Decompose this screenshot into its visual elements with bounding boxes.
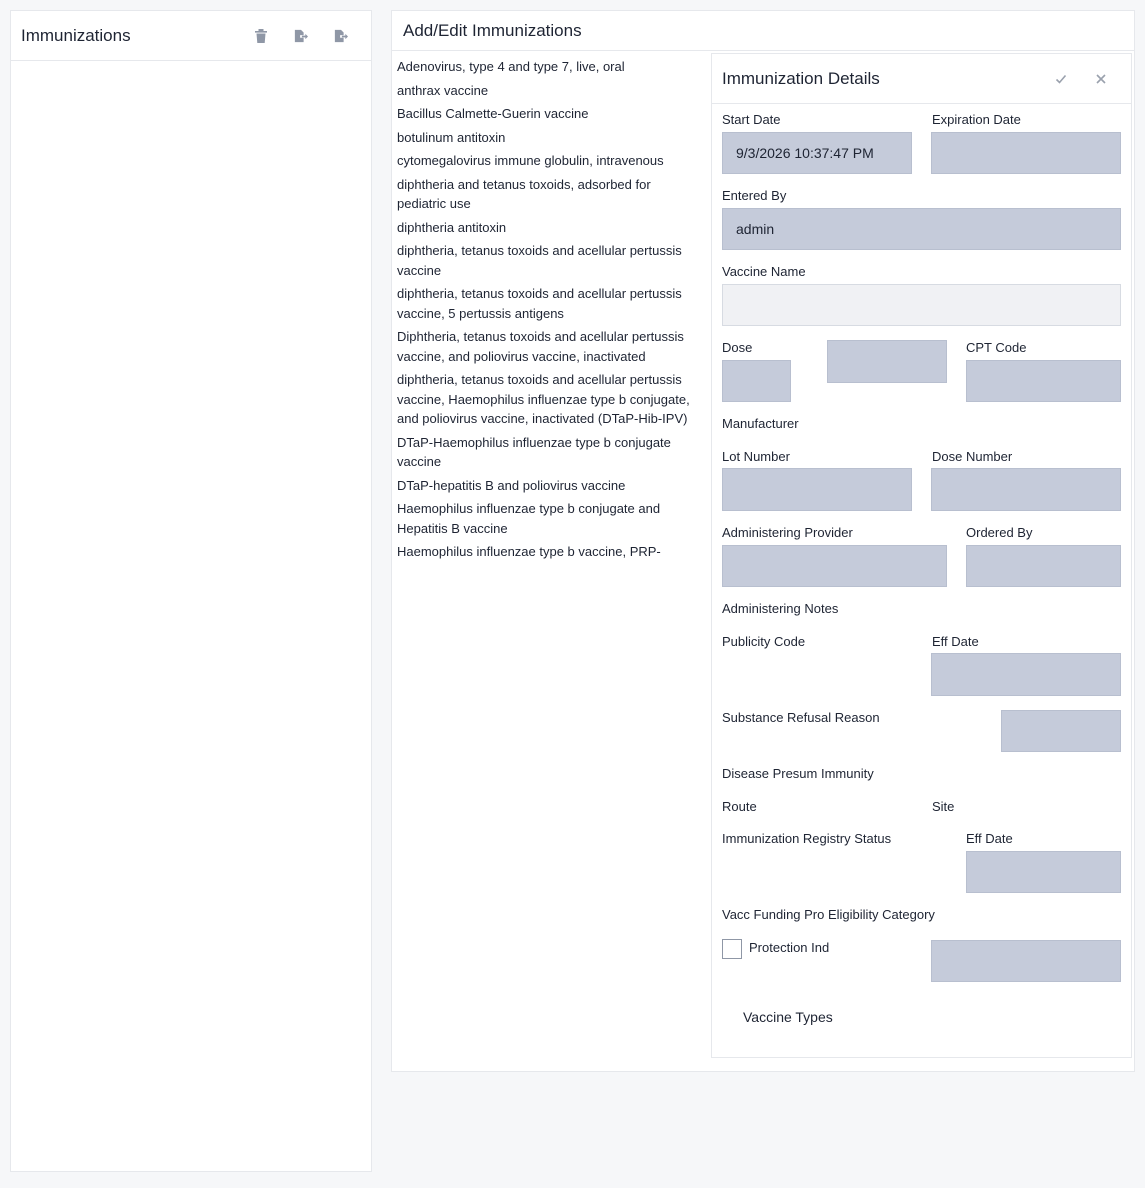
list-item[interactable]: diphtheria antitoxin [397, 219, 507, 235]
start-date-field[interactable]: 9/3/2026 10:37:47 PM [722, 132, 912, 174]
registry-status-label: Immunization Registry Status [722, 831, 892, 846]
page-title: Add/Edit Immunizations [403, 20, 582, 40]
check-icon[interactable] [1041, 64, 1081, 94]
protection-ind-date-field[interactable] [931, 940, 1121, 982]
manufacturer-label: Manufacturer [722, 416, 799, 431]
funding-category-label: Vacc Funding Pro Eligibility Category [722, 907, 935, 922]
export-alt-icon[interactable] [321, 21, 361, 51]
expiration-date-label: Expiration Date [932, 112, 1021, 127]
close-icon[interactable] [1081, 64, 1121, 94]
ordered-by-label: Ordered By [966, 525, 1033, 540]
trash-icon[interactable] [241, 21, 281, 51]
registry-eff-date-field[interactable] [966, 851, 1121, 893]
vaccine-list [397, 56, 697, 565]
add-edit-header [392, 11, 1134, 51]
disease-presum-immunity-label: Disease Presum Immunity [722, 766, 874, 781]
vaccine-name-label: Vaccine Name [722, 264, 806, 279]
list-item[interactable]: Adenovirus, type 4 and type 7, live, oral [397, 59, 625, 74]
vaccine-types-heading: Vaccine Types [743, 1009, 833, 1025]
list-item[interactable]: Bacillus Calmette-Guerin vaccine [397, 106, 589, 121]
list-item[interactable]: botulinum antitoxin [397, 129, 506, 145]
ordered-by-field[interactable] [966, 545, 1121, 587]
publicity-eff-date-field[interactable] [931, 653, 1121, 696]
panel-title: Immunizations [21, 25, 131, 45]
dose-label: Dose [722, 340, 753, 355]
add-edit-panel [391, 10, 1135, 1072]
details-title: Immunization Details [722, 68, 880, 88]
lot-number-label: Lot Number [722, 449, 790, 464]
vaccine-name-field[interactable] [722, 284, 1121, 326]
list-item[interactable]: Diphtheria, tetanus toxoids and acellular pertussis vaccine, and poliovirus vaccine, inactivated [397, 329, 684, 364]
list-item[interactable]: cytomegalovirus immune globulin, intravenous [397, 153, 664, 168]
administering-notes-label: Administering Notes [722, 601, 839, 616]
list-item[interactable]: diphtheria, tetanus toxoids and acellular pertussis vaccine, Haemophilus influenzae type b conjugate, and poliovirus vaccine, inactivated (DTaP-Hib-IPV) [397, 372, 690, 426]
list-item[interactable]: diphtheria, tetanus toxoids and acellular pertussis vaccine, 5 pertussis antigens [397, 286, 682, 321]
details-header [712, 54, 1131, 104]
dose-number-label: Dose Number [932, 449, 1013, 464]
immunizations-panel [10, 10, 372, 1172]
eff-date-label: Eff Date [932, 634, 979, 649]
immunization-details [711, 53, 1132, 1058]
administering-provider-field[interactable] [722, 545, 947, 587]
dose-field[interactable] [722, 360, 791, 402]
dose-unit-field[interactable] [827, 340, 947, 383]
list-item[interactable]: DTaP-Haemophilus influenzae type b conjugate vaccine [397, 434, 671, 469]
export-icon[interactable] [281, 21, 321, 51]
immunizations-header [11, 11, 371, 61]
protection-ind-label: Protection Ind [749, 940, 830, 955]
route-label: Route [722, 799, 757, 814]
site-label: Site [932, 799, 955, 814]
list-item[interactable]: Haemophilus influenzae type b vaccine, PRP- [397, 544, 661, 559]
entered-by-label: Entered By [722, 188, 787, 203]
protection-ind-checkbox[interactable] [722, 939, 742, 959]
list-item[interactable]: diphtheria, tetanus toxoids and acellular pertussis vaccine [397, 243, 682, 278]
list-item[interactable]: anthrax vaccine [397, 82, 489, 98]
cpt-code-field[interactable] [966, 360, 1121, 402]
substance-refusal-field[interactable] [1001, 710, 1121, 752]
administering-provider-label: Administering Provider [722, 525, 853, 540]
list-item[interactable]: DTaP-hepatitis B and poliovirus vaccine [397, 477, 626, 493]
substance-refusal-label: Substance Refusal Reason [722, 710, 880, 725]
list-item[interactable]: Haemophilus influenzae type b conjugate and Hepatitis B vaccine [397, 501, 661, 536]
entered-by-field[interactable]: admin [722, 208, 1121, 250]
lot-number-field[interactable] [722, 468, 912, 511]
eff-date-label: Eff Date [966, 831, 1013, 846]
expiration-date-field[interactable] [931, 132, 1121, 174]
list-item[interactable]: diphtheria and tetanus toxoids, adsorbed for pediatric use [397, 176, 651, 211]
start-date-label: Start Date [722, 112, 781, 127]
cpt-code-label: CPT Code [966, 340, 1027, 355]
dose-number-field[interactable] [931, 468, 1121, 511]
publicity-code-label: Publicity Code [722, 634, 806, 649]
